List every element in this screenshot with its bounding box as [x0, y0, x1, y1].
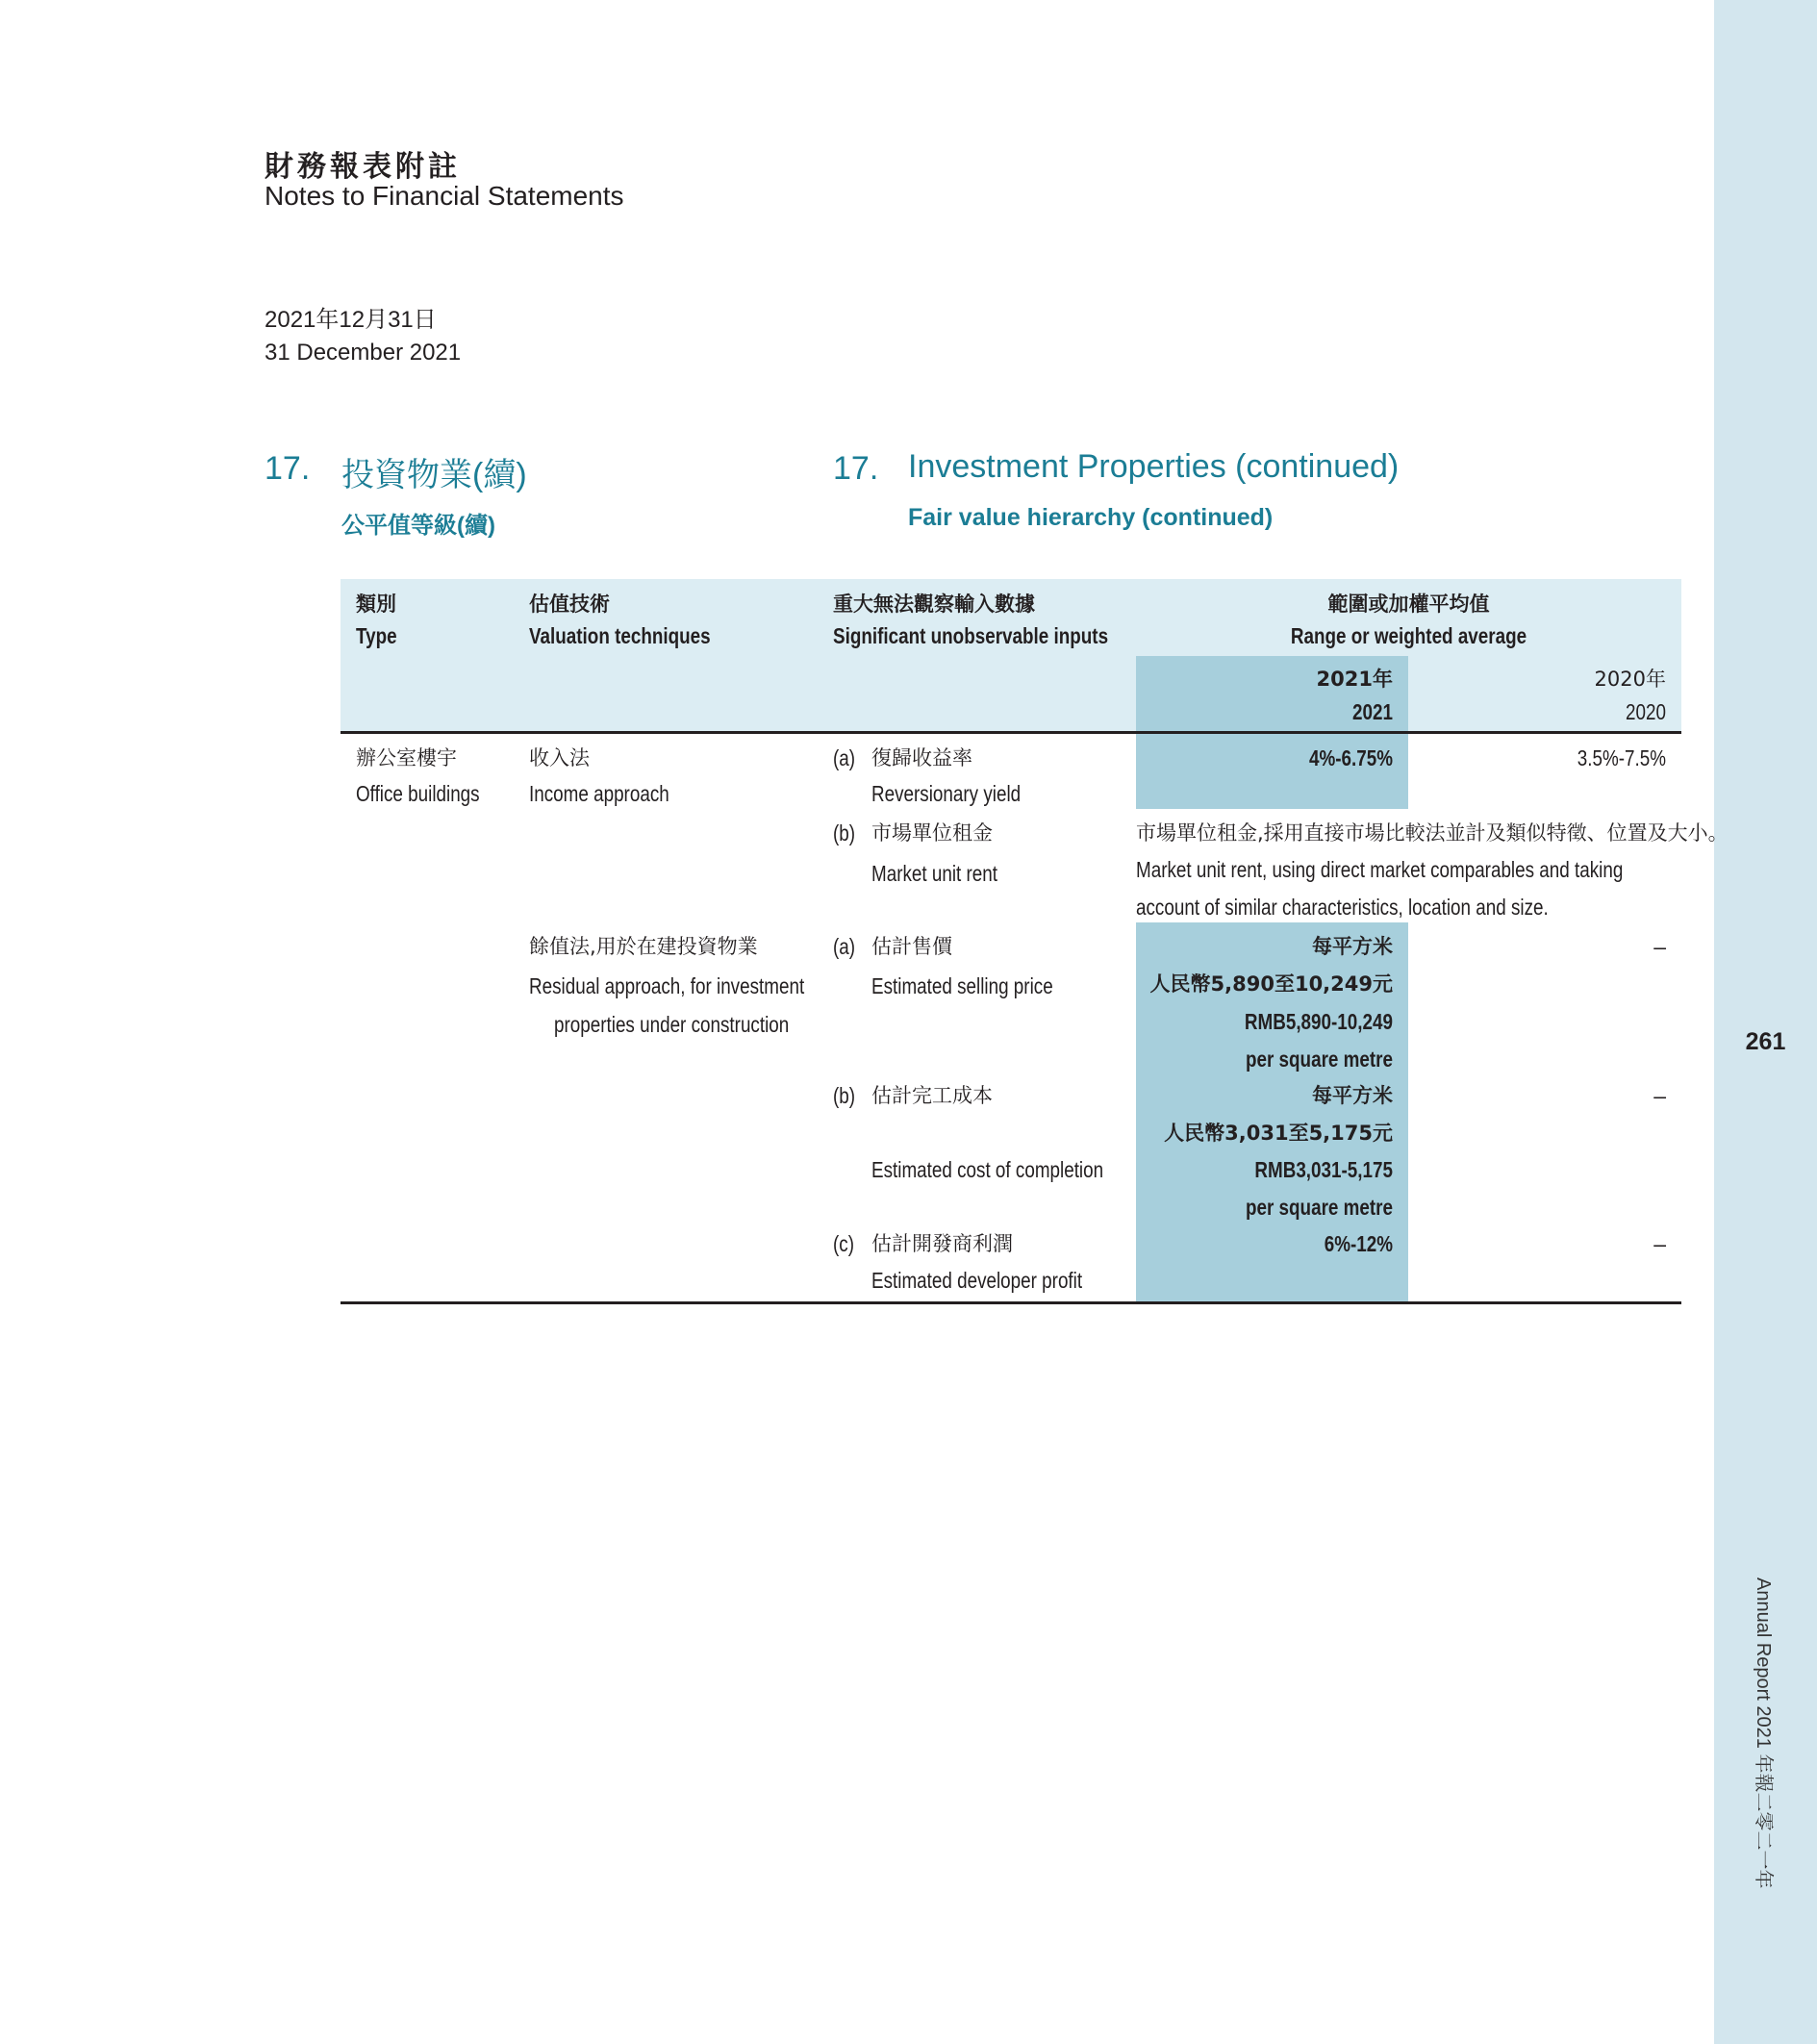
type-en: Office buildings — [356, 781, 480, 806]
income-b-cn: 市場單位租金 — [871, 821, 993, 845]
header-2021-cn: 2021年 — [1316, 668, 1393, 691]
residual-a-2021-line3: RMB5,890-10,249 — [1244, 1009, 1393, 1034]
section-subtitle-en: Fair value hierarchy (continued) — [908, 504, 1274, 531]
header-title-en: Notes to Financial Statements — [265, 181, 624, 211]
income-technique-cn: 收入法 — [529, 746, 590, 770]
header-2021-en: 2021 — [1352, 699, 1393, 724]
section-title-en: Investment Properties (continued) — [908, 448, 1400, 485]
bottom-rule — [341, 1301, 1681, 1304]
section-number-cn: 17. — [265, 450, 311, 487]
income-b-en: Market unit rent — [871, 861, 998, 886]
report-label-text: Annual Report 2021 年報二零二一年 — [1753, 1577, 1774, 1889]
residual-b-2021-line4: per square metre — [1245, 1195, 1393, 1220]
residual-a-2021-line4: per square metre — [1245, 1047, 1393, 1072]
date-cn: 2021年12月31日 — [265, 307, 437, 333]
residual-c-cn: 估計開發商利潤 — [871, 1232, 1013, 1255]
residual-a-2020: – — [1653, 934, 1666, 959]
header-rule — [341, 731, 1681, 734]
residual-b-2020: – — [1653, 1083, 1666, 1108]
income-b-note-en-1: Market unit rent, using direct market comparables and taking — [1136, 857, 1624, 882]
residual-technique-en-1: Residual approach, for investment — [529, 973, 805, 998]
income-b-note-en-2: account of similar characteristics, location and size. — [1136, 895, 1549, 920]
date-en: 31 December 2021 — [265, 340, 462, 366]
header-range-cn: 範圍或加權平均值 — [1327, 593, 1490, 616]
residual-a-2021-line2: 人民幣5,890至10,249元 — [1149, 972, 1393, 996]
residual-c-en: Estimated developer profit — [871, 1268, 1083, 1293]
residual-a-marker: (a) — [833, 934, 856, 959]
section-subtitle-cn: 公平值等級(續) — [341, 513, 495, 539]
header-2020-cn: 2020年 — [1594, 668, 1666, 691]
residual-c-marker: (c) — [833, 1231, 854, 1256]
income-a-en: Reversionary yield — [871, 781, 1022, 806]
header-title-cn: 財務報表附註 — [265, 150, 461, 184]
header-2020-en: 2020 — [1626, 699, 1666, 724]
income-a-cn: 復歸收益率 — [871, 746, 972, 770]
residual-c-2020: – — [1653, 1231, 1666, 1256]
header-range-en: Range or weighted average — [1290, 623, 1527, 648]
residual-a-cn: 估計售價 — [871, 935, 952, 958]
header-inputs-cn: 重大無法觀察輸入數據 — [833, 593, 1035, 616]
section-title-cn: 投資物業(續) — [341, 457, 527, 493]
income-technique-en: Income approach — [529, 781, 669, 806]
residual-b-2021-line2: 人民幣3,031至5,175元 — [1164, 1122, 1393, 1145]
residual-b-2021-line1: 每平方米 — [1312, 1084, 1393, 1107]
income-a-2020: 3.5%-7.5% — [1577, 745, 1666, 770]
income-b-marker: (b) — [833, 820, 856, 845]
income-a-2021: 4%-6.75% — [1308, 745, 1393, 770]
page-number: 261 — [1745, 1028, 1786, 1055]
residual-a-en: Estimated selling price — [871, 973, 1053, 998]
residual-b-marker: (b) — [833, 1083, 856, 1108]
header-type-cn: 類別 — [356, 593, 396, 616]
income-b-note-cn: 市場單位租金,採用直接市場比較法並計及類似特徵、位置及大小。 — [1136, 821, 1729, 845]
residual-b-cn: 估計完工成本 — [871, 1084, 993, 1107]
header-type-en: Type — [356, 623, 397, 648]
residual-c-2021: 6%-12% — [1324, 1231, 1393, 1256]
residual-technique-en-2: properties under construction — [554, 1012, 790, 1037]
residual-b-en: Estimated cost of completion — [871, 1157, 1104, 1182]
residual-a-2021-line1: 每平方米 — [1312, 935, 1393, 958]
type-cn: 辦公室樓宇 — [356, 746, 457, 770]
income-a-marker: (a) — [833, 745, 856, 770]
residual-technique-cn: 餘值法,用於在建投資物業 — [529, 935, 758, 958]
header-valuation-en: Valuation techniques — [529, 623, 711, 648]
section-number-en: 17. — [833, 450, 879, 487]
fair-value-table — [341, 579, 1729, 1303]
side-report-label — [1741, 1577, 1789, 1895]
residual-b-2021-line3: RMB3,031-5,175 — [1254, 1157, 1393, 1182]
header-inputs-en: Significant unobservable inputs — [833, 623, 1109, 648]
header-valuation-cn: 估值技術 — [529, 593, 610, 616]
